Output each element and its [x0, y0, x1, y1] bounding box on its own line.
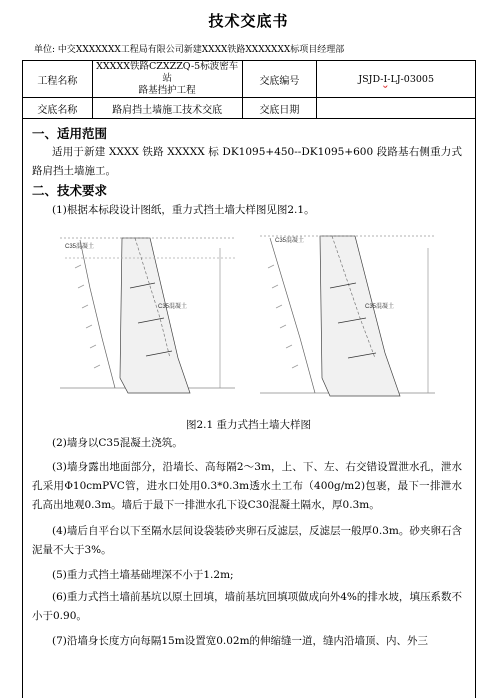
paragraph-5: (5)重力式挡土墙基础埋深不小于1.2m; — [52, 569, 234, 581]
section-1-heading: 一、适用范围 — [32, 126, 108, 141]
left-wall-diagram — [60, 238, 235, 393]
retaining-wall-figure — [60, 228, 435, 408]
project-name-line2: 路基挡护工程 — [138, 85, 196, 96]
code-value-suffix: -LJ-03005 — [387, 73, 434, 85]
project-name-line1: XXXXX铁路CZXZZQ-5标波密车站 — [96, 61, 239, 84]
code-value-prefix: JSJD- — [358, 73, 384, 85]
unit-value: 中交XXXXXXX工程局有限公司新建XXXX铁路XXXXXXX标项目经理部 — [57, 45, 345, 55]
code-value — [317, 61, 476, 98]
code-value-wavy: I — [383, 73, 388, 85]
disclosure-date-label: 交底日期 — [242, 98, 317, 119]
document-title: 技术交底书 — [208, 12, 289, 30]
paragraph-2: (2)墙身以C35混凝土浇筑。 — [52, 437, 183, 449]
right-wall-diagram — [260, 236, 435, 396]
info-table — [22, 60, 476, 119]
left-label-mid: C35混凝土 — [158, 304, 188, 310]
project-name-value — [92, 61, 242, 98]
paragraph-4: (4)墙后自平台以下至隔水层间设袋装砂夹卵石反滤层，反滤层一般厚0.3m。砂夹卵石含泥量不大于3%。 — [32, 525, 462, 556]
code-label: 交底编号 — [242, 61, 317, 98]
right-label-mid: C35混凝土 — [365, 304, 395, 310]
paragraph-6: (6)重力式挡土墙前基坑以原土回填，墙前基坑回填项做成向外4%的排水坡，填压系数不小于0.90。 — [32, 591, 462, 622]
info-row-project — [23, 61, 476, 98]
paragraph-1: (1)根据本标段设计图纸，重力式挡土墙大样图见图2.1。 — [52, 204, 315, 216]
paragraph-7: (7)沿墙身长度方向每隔15m设置宽0.02m的伸缩缝一道，缝内沿墙顶、内、外三 — [52, 635, 429, 647]
section-2-heading: 二、技术要求 — [32, 183, 108, 198]
figure-caption: 图2.1 重力式挡土墙大样图 — [185, 419, 312, 431]
section-1-text: 适用于新建 XXXX 铁路 XXXXX 标 DK1095+450--DK1095+600 段路基右侧重力式路肩挡土墙施工。 — [32, 146, 462, 177]
unit-label: 单位: — [34, 45, 56, 55]
right-label-top: C35混凝土 — [275, 238, 305, 244]
unit-line — [34, 42, 344, 55]
project-name-label: 工程名称 — [23, 61, 93, 98]
info-row-disclosure — [23, 98, 476, 119]
left-label-top: C35混凝土 — [65, 244, 95, 250]
disclosure-name-value: 路肩挡土墙施工技术交底 — [92, 98, 242, 119]
disclosure-name-label: 交底名称 — [23, 98, 93, 119]
paragraph-3: (3)墙身露出地面部分，沿墙长、高每隔2～3m，上、下、左、右交错设置泄水孔，泄水孔采用Φ10cmPVC管，进水口处用0.3*0.3m透水土工布（400g/m2)包裹，最下一排泄水孔高出地观0.3m。墙后于最下一排泄水孔下设C30混凝土隔水，厚0.3m。 — [32, 461, 462, 511]
disclosure-date-value — [317, 98, 476, 119]
